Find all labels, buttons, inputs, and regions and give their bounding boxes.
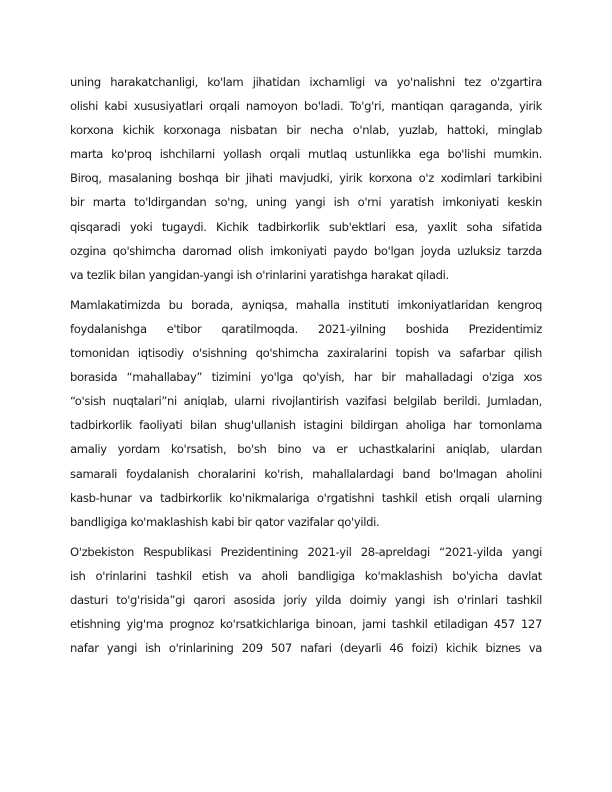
text-line: Biroq, masalaning boshqa bir jihati mavjudki, yirik korxona o'z xodimlari tarkibini: [70, 171, 542, 186]
paragraph-1: [70, 70, 542, 287]
paragraph-2: [70, 293, 542, 534]
text-line: olishi kabi xususiyatlari orqali namoyon bo'ladi. To'g'ri, mantiqan qaraganda, yirik: [70, 99, 542, 114]
text-line: bir marta to'ldirgandan so'ng, uning yangi ish o'rni yaratish imkoniyati keskin: [70, 195, 542, 210]
text-line: etishning yig'ma prognoz ko'rsatkichlariga binoan, jami tashkil etiladigan 457 127: [70, 617, 542, 632]
text-line: Mamlakatimizda bu borada, ayniqsa, mahalla instituti imkoniyatlaridan kengroq: [70, 297, 542, 312]
text-line: ish o'rinlarini tashkil etish va aholi bandligiga ko'maklashish bo'yicha davlat: [70, 568, 542, 583]
text-line: borasida “mahallabay” tizimini yo'lga qo'yish, har bir mahalladagi o'ziga xos: [70, 370, 542, 385]
text-line: samarali foydalanish choralarini ko'rish, mahallalardagi band bo'lmagan aholini: [70, 466, 542, 481]
text-line: bandligiga ko'maklashish kabi bir qator vazifalar qo'yildi.: [70, 514, 380, 529]
paragraph-3: [70, 540, 542, 660]
text-line: korxona kichik korxonaga nisbatan bir necha o'nlab, yuzlab, hattoki, minglab: [70, 123, 542, 138]
text-line: marta ko'proq ishchilarni yollash orqali mutlaq ustunlikka ega bo'lishi mumkin.: [70, 147, 542, 162]
text-line: ozgina qo'shimcha daromad olish imkoniyati paydo bo'lgan joyda uzluksiz tarzda: [70, 243, 542, 258]
text-line: “o'sish nuqtalari”ni aniqlab, ularni rivojlantirish vazifasi belgilab berildi. Jumladan,: [70, 394, 542, 409]
text-line: qisqaradi yoki tugaydi. Kichik tadbirkorlik sub'ektlari esa, yaxlit soha sifatida: [70, 219, 542, 234]
text-line: O'zbekiston Respublikasi Prezidentining 2021-yil 28-apreldagi “2021-yilda yangi: [70, 544, 542, 559]
text-line: foydalanishga e'tibor qaratilmoqda. 2021-yilning boshida Prezidentimiz: [70, 321, 542, 336]
document-page: [70, 70, 542, 666]
text-line: tomonidan iqtisodiy o'sishning qo'shimcha zaxiralarini topish va safarbar qilish: [70, 346, 542, 361]
text-line: amaliy yordam ko'rsatish, bo'sh bino va er uchastkalarini aniqlab, ulardan: [70, 442, 542, 457]
text-line: kasb-hunar va tadbirkorlik ko'nikmalariga o'rgatishni tashkil etish orqali ularning: [70, 490, 542, 505]
text-line: uning harakatchanligi, ko'lam jihatidan ixchamligi va yo'nalishni tez o'zgartira: [70, 75, 542, 89]
text-line: dasturi to'g'risida”gi qarori asosida joriy yilda doimiy yangi ish o'rinlari tashkil: [70, 592, 542, 607]
text-line: nafar yangi ish o'rinlarining 209 507 nafari (deyarli 46 foizi) kichik biznes va: [70, 641, 542, 656]
text-line: tadbirkorlik faoliyati bilan shug'ullanish istagini bildirgan aholiga har tomonlama: [70, 418, 542, 433]
text-line: va tezlik bilan yangidan-yangi ish o'rinlarini yaratishga harakat qiladi.: [70, 267, 449, 282]
